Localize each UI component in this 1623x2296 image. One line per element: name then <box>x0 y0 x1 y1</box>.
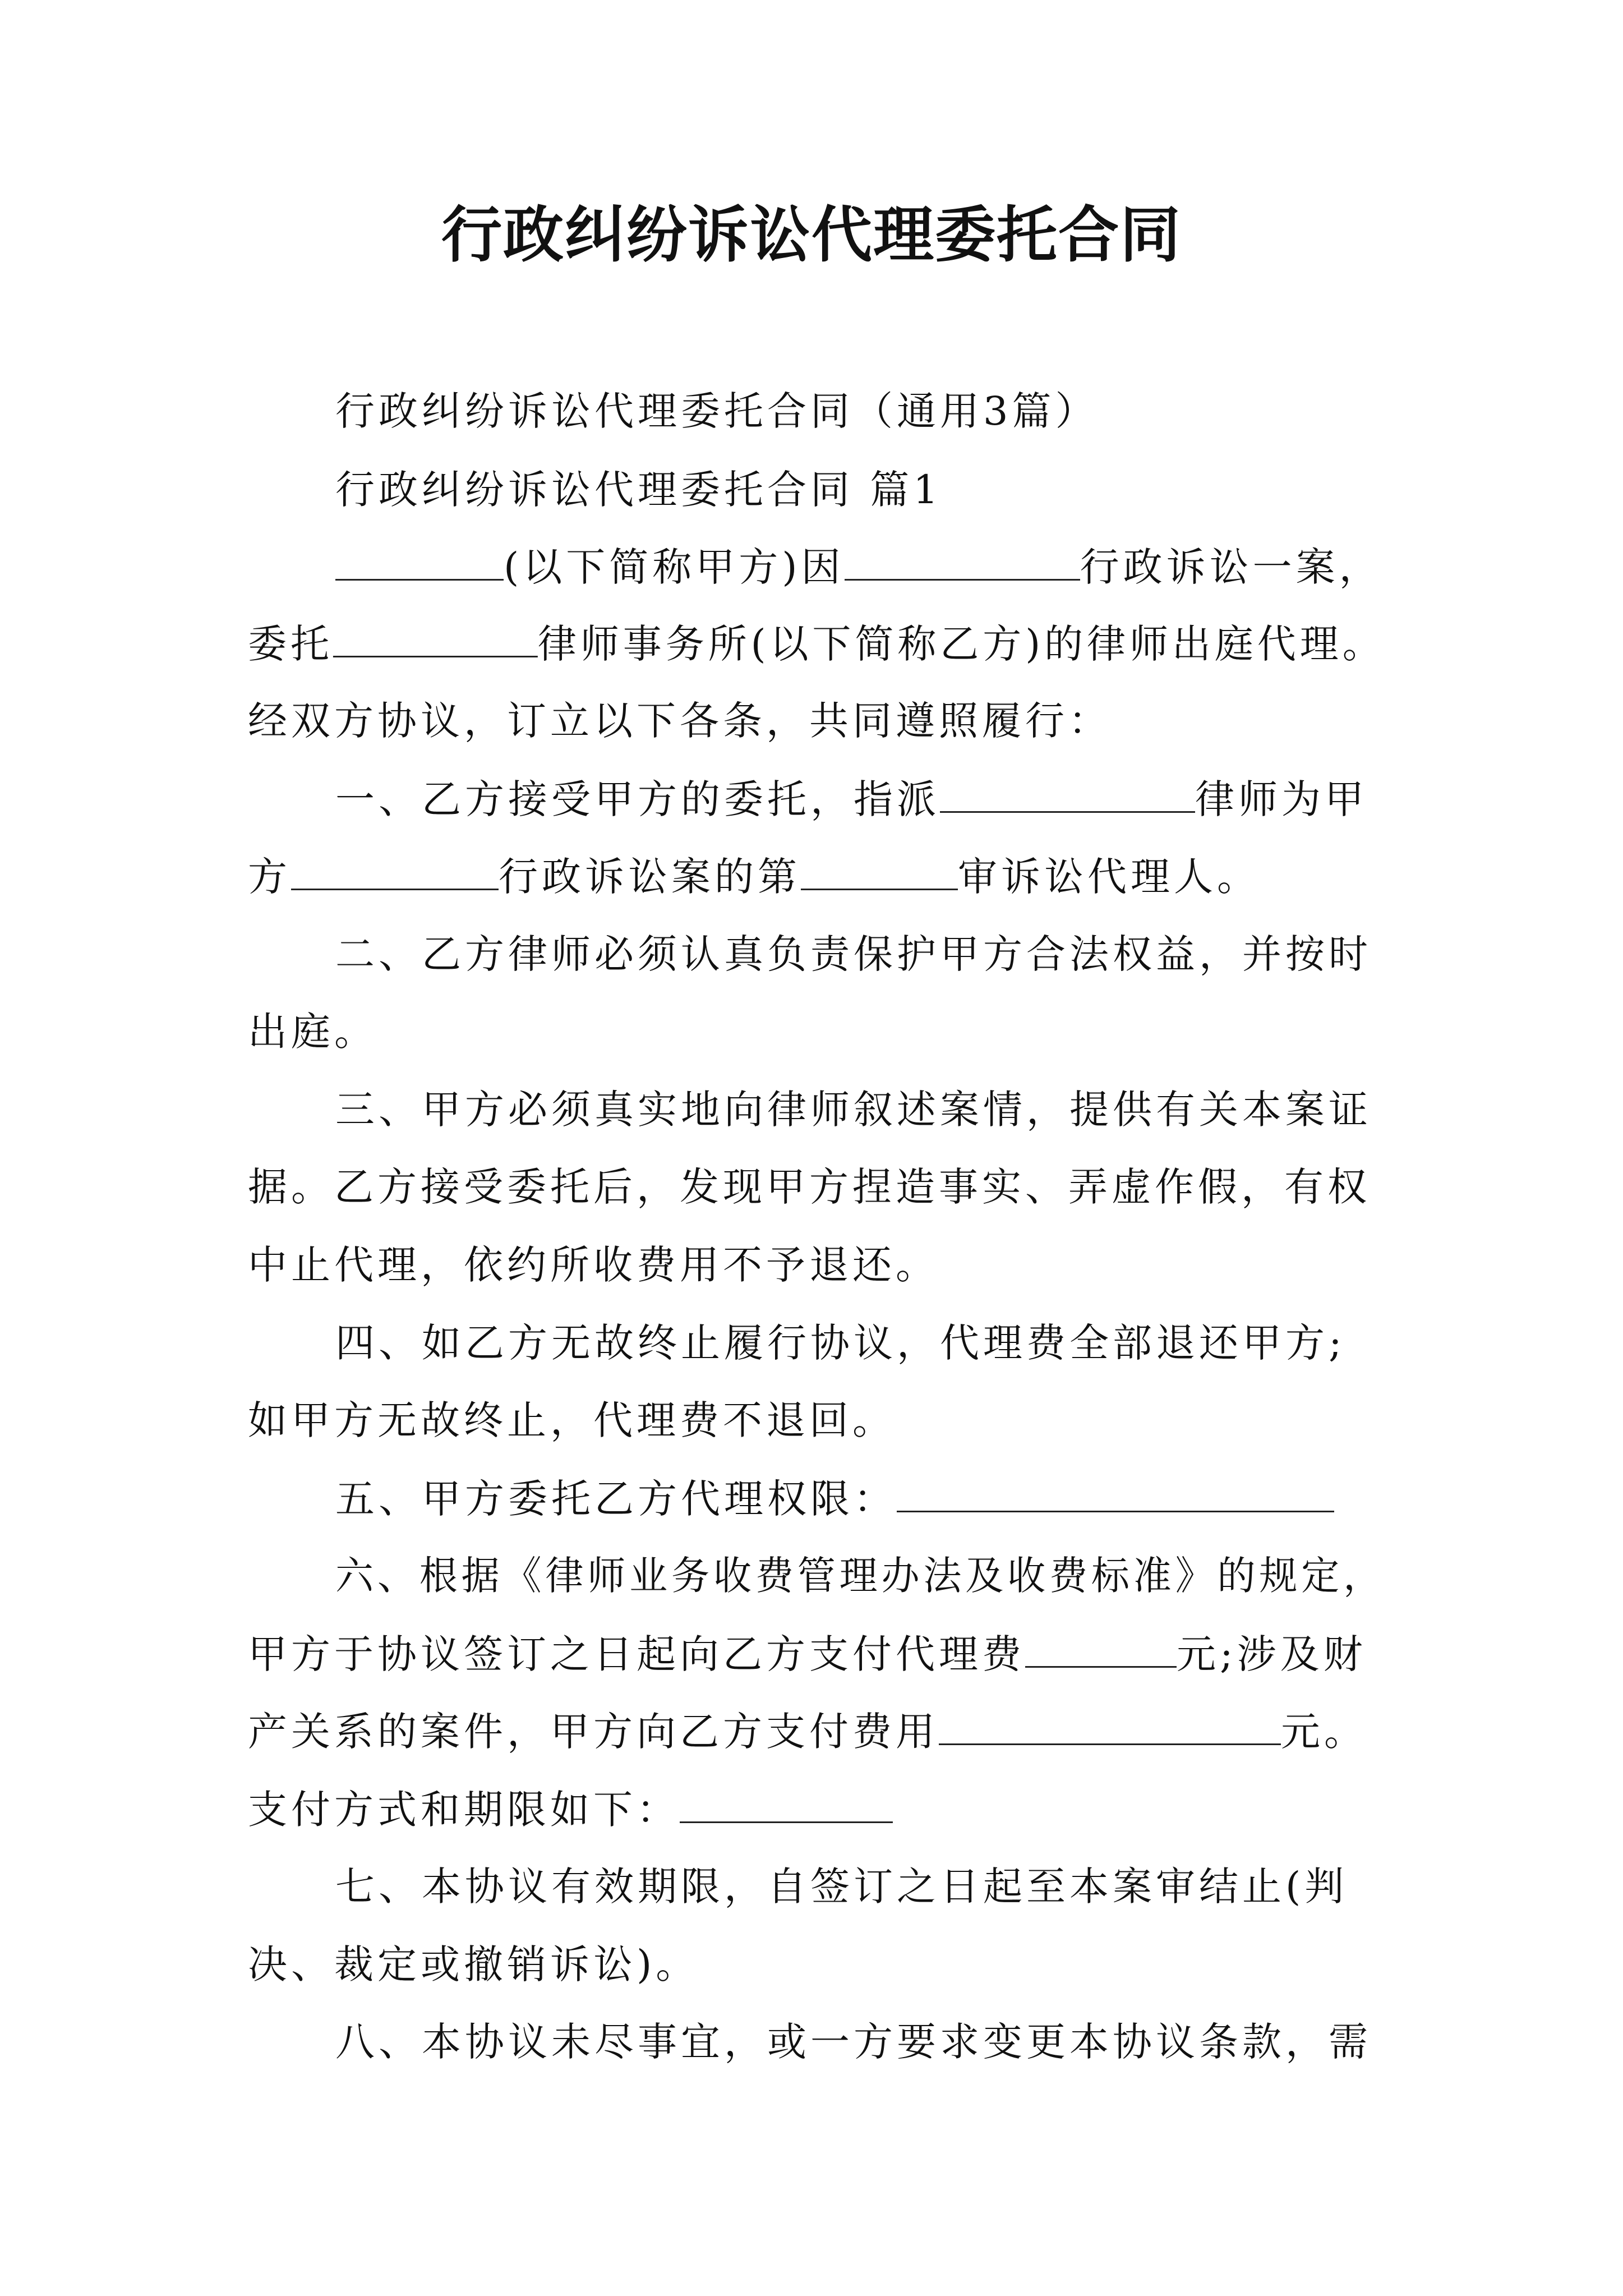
clause-text: 元;涉及财 <box>1177 1631 1367 1677</box>
clause-4-line-2: 如甲方无故终止，代理费不退回。 <box>248 1397 896 1443</box>
authority-scope-blank[interactable] <box>897 1476 1334 1512</box>
clause-text: 五、甲方委托乙方代理权限： <box>335 1476 897 1522</box>
clause-8-line-1: 八、本协议未尽事宜，或一方要求变更本协议条款，需 <box>335 2019 1372 2065</box>
intro-line-1 <box>335 544 1382 590</box>
intro-line-3: 经双方协议，订立以下各条，共同遵照履行： <box>248 698 1112 744</box>
agency-fee-blank[interactable] <box>1025 1631 1177 1668</box>
intro-line-2 <box>248 621 1385 666</box>
clause-7-line-1: 七、本协议有效期限，自签订之日起至本案审结止(判 <box>335 1864 1348 1910</box>
property-fee-blank[interactable] <box>939 1709 1281 1745</box>
case-name-blank[interactable] <box>845 544 1080 581</box>
law-firm-name-blank[interactable] <box>333 621 538 657</box>
intro-text: 律师事务所(以下简称乙方)的律师出庭代理。 <box>537 621 1385 667</box>
clause-text: 支付方式和期限如下： <box>248 1787 680 1833</box>
clause-text: 产关系的案件，甲方向乙方支付费用 <box>248 1709 939 1755</box>
clause-6-line-4 <box>248 1787 893 1832</box>
document-title: 行政纠纷诉讼代理委托合同 <box>441 200 1182 270</box>
clause-3-line-2: 据。乙方接受委托后，发现甲方捏造事实、弄虚作假，有权 <box>248 1164 1371 1210</box>
clause-7-line-2: 决、裁定或撤销诉讼)。 <box>248 1941 699 1987</box>
party-a-name-blank[interactable] <box>335 544 504 581</box>
clause-text: 一、乙方接受甲方的委托，指派 <box>335 776 940 822</box>
intro-text: (以下简称甲方)因 <box>504 544 845 590</box>
clause-text: 行政诉讼案的第 <box>499 854 801 900</box>
clause-4-line-1: 四、如乙方无故终止履行协议，代理费全部退还甲方; <box>335 1320 1346 1366</box>
clause-2-line-1: 二、乙方律师必须认真负责保护甲方合法权益，并按时 <box>335 931 1372 977</box>
clause-text: 甲方于协议签订之日起向乙方支付代理费 <box>248 1631 1025 1677</box>
payment-terms-blank[interactable] <box>680 1787 893 1823</box>
clause-6-line-1: 六、根据《律师业务收费管理办法及收费标准》的规定， <box>335 1553 1386 1599</box>
clause-1-line-1 <box>335 776 1368 822</box>
case-blank[interactable] <box>291 854 499 890</box>
clause-text: 元。 <box>1281 1709 1367 1755</box>
clause-2-line-2: 出庭。 <box>248 1009 377 1055</box>
clause-6-line-3 <box>248 1709 1367 1754</box>
clause-text: 方 <box>248 854 291 900</box>
section-heading: 行政纠纷诉讼代理委托合同 篇1 <box>335 467 942 513</box>
lawyer-name-blank[interactable] <box>940 776 1195 813</box>
clause-5-line-1 <box>335 1476 1334 1521</box>
intro-text: 委托 <box>248 621 333 667</box>
instance-blank[interactable] <box>801 854 958 890</box>
intro-text: 行政诉讼一案， <box>1080 544 1382 590</box>
clause-3-line-3: 中止代理，依约所收费用不予退还。 <box>248 1242 939 1288</box>
clause-text: 律师为甲 <box>1195 776 1368 822</box>
clause-3-line-1: 三、甲方必须真实地向律师叙述案情，提供有关本案证 <box>335 1087 1372 1133</box>
clause-text: 审诉讼代理人。 <box>958 854 1260 900</box>
clause-1-line-2 <box>248 854 1260 899</box>
clause-6-line-2 <box>248 1631 1367 1677</box>
subtitle: 行政纠纷诉讼代理委托合同（通用3篇） <box>335 388 1099 434</box>
